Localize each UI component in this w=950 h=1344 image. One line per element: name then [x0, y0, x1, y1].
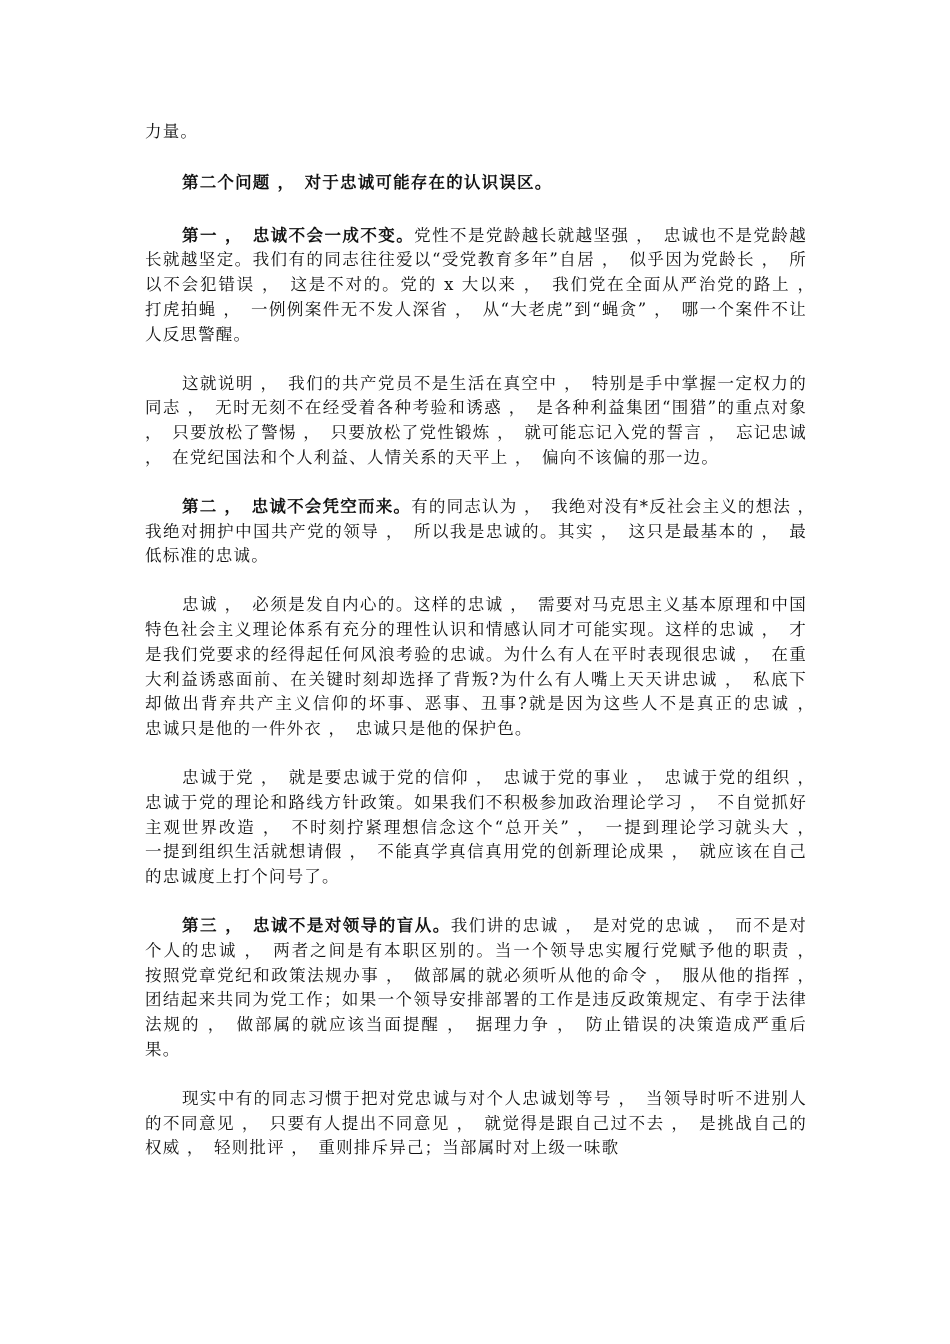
document-page — [145, 120, 825, 1185]
paragraph-text: 现实中有的同志习惯于把对党忠诚与对个人忠诚划等号 ， 当领导时听不进别人的不同意见 ， 只要有人提出不同意见 ， 就觉得是跟自己过不去 ， 是挑战自己的权威 ， 轻则批评 ， 重则排斥异己；当部属时对上级一味歌 — [145, 1088, 807, 1158]
paragraph-point-one — [145, 224, 825, 348]
section-heading — [145, 171, 807, 196]
paragraph — [145, 1087, 807, 1161]
paragraph-text: 力量。 — [145, 122, 199, 141]
section-heading-text: 第二个问题 ， 对于忠诚可能存在的认识误区。 — [182, 172, 553, 192]
paragraph-point-two — [145, 495, 825, 569]
paragraph-text: 有的同志认为 ， 我绝对没有*反社会主义的想法 ， 我绝对拥护中国共产党的领导 ， 所以我是忠诚的。其实 ， 这只是最基本的 ， 最低标准的忠诚。 — [145, 496, 825, 566]
paragraph-text: 忠诚 ， 必须是发自内心的。这样的忠诚 ， 需要对马克思主义基本原理和中国特色社会主义理论体系有充分的理性认识和情感认同才可能实现。这样的忠诚 ， 才是我们党要求的经得起任何风浪考验的忠诚。为什么有人在平时表现很忠诚 ， 在重大利益诱惑面前、在关键时刻却选择了背叛?为什么有人嘴上天天讲忠诚 ， 私底下却做出背弃共产主义信仰的坏事、恶事、丑事?就是因为这些人不是真正的忠诚 ， 忠诚只是他的一件外衣 ， 忠诚只是他的保护色。 — [145, 595, 825, 739]
point-heading: 第三 ， 忠诚不是对领导的盲从。 — [182, 915, 451, 935]
paragraph-text: 忠诚于党 ， 就是要忠诚于党的信仰 ， 忠诚于党的事业 ， 忠诚于党的组织 ， 忠诚于党的理论和路线方针政策。如果我们不积极参加政治理论学习 ， 不自觉抓好主观世界改造 ， 不时刻拧紧理想信念这个“总开关” ， 一提到理论学习就头大 ， 一提到组织生活就想请假 ， 不能真学真信真用党的创新理论成果 ， 就应该在自己的忠诚度上打个问号了。 — [145, 767, 825, 887]
paragraph-text: 这就说明 ， 我们的共产党员不是生活在真空中 ， 特别是手中掌握一定权力的同志 ， 无时无刻不在经受着各种考验和诱惑 ， 是各种利益集团“围猎”的重点对象 ， 只要放松了警惕 ， 只要放松了党性锻炼 ， 就可能忘记入党的誓言 ， 忘记忠诚 ， 在党纪国法和个人利益、人情关系的天平上 ， 偏向不该偏的那一边。 — [145, 373, 807, 467]
paragraph-text: 我们讲的忠诚 ， 是对党的忠诚 ， 而不是对个人的忠诚 ， 两者之间是有本职区别的。当一个领导忠实履行党赋予他的职责 ， 按照党章党纪和政策法规办事 ， 做部属的就必须听从他的命令 ， 服从他的指挥 ， 团结起来共同为党工作；如果一个领导安排部署的工作是违反政策规定、有孛于法律法规的 ， 做部属的就应该当面提醒 ， 据理力争 ， 防止错误的决策造成严重后果。 — [145, 915, 825, 1059]
paragraph — [145, 593, 825, 742]
paragraph-continuation — [145, 120, 807, 145]
point-heading: 第一 ， 忠诚不会一成不变。 — [182, 225, 415, 245]
paragraph-text: 党性不是党龄越长就越坚强 ， 忠诚也不是党龄越长就越坚定。我们有的同志往往爱以“受党教育多年”自居 ， 似乎因为党龄长 ， 所以不会犯错误 ， 这是不对的。党的 x 大以来 ， 我们党在全面从严治党的路上 ， 打虎拍蝇 ， 一例例案件无不发人深省 ， 从“大老虎”到“蝇贪” ， 哪一个案件不让人反思警醒。 — [145, 225, 825, 344]
point-heading: 第二 ， 忠诚不会凭空而来。 — [182, 496, 412, 516]
paragraph — [145, 372, 807, 471]
paragraph — [145, 766, 825, 890]
paragraph-point-three — [145, 914, 825, 1063]
